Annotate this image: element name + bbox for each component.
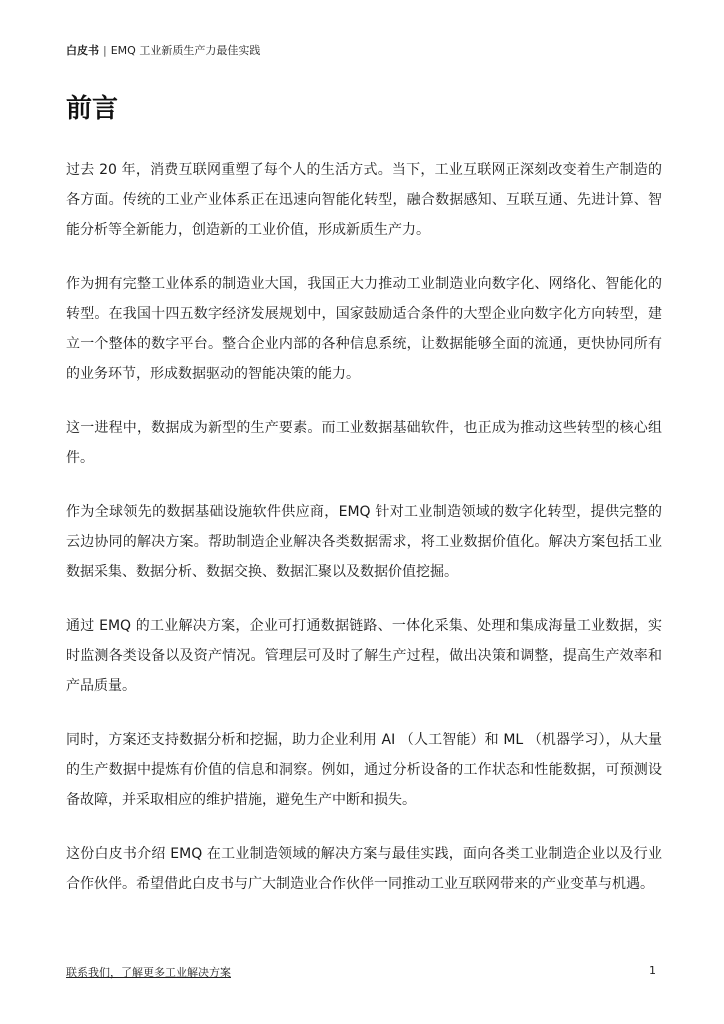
paragraph-5: 通过 EMQ 的工业解决方案，企业可打通数据链路、一体化采集、处理和集成海量工业数据，实时监测各类设备以及资产情况。管理层可及时了解生产过程，做出决策和调整，提高生产效率和产品质量。 [66, 618, 662, 694]
paragraph-4: 作为全球领先的数据基础设施软件供应商，EMQ 针对工业制造领域的数字化转型，提供完整的云边协同的解决方案。帮助制造企业解决各类数据需求，将工业数据价值化。解决方案包括工业数据采集、数据分析、数据交换、数据汇聚以及数据价值挖掘。 [66, 504, 662, 580]
paragraph-3: 这一进程中，数据成为新型的生产要素。而工业数据基础软件，也正成为推动这些转型的核心组件。 [66, 420, 662, 466]
doc-type-label: 白皮书 [66, 44, 99, 57]
page-title: 前言 [66, 94, 119, 124]
paragraph-1: 过去 20 年，消费互联网重塑了每个人的生活方式。当下，工业互联网正深刻改变着生产制造的各方面。传统的工业产业体系正在迅速向智能化转型，融合数据感知、互联互通、先进计算、智能分析等全新能力，创造新的工业价值，形成新质生产力。 [66, 162, 662, 238]
running-header [66, 44, 260, 58]
paragraph-2: 作为拥有完整工业体系的制造业大国，我国正大力推动工业制造业向数字化、网络化、智能化的转型。在我国十四五数字经济发展规划中，国家鼓励适合条件的大型企业向数字化方向转型，建立一个整体的数字平台。整合企业内部的各种信息系统，让数据能够全面的流通，更快协同所有的业务环节，形成数据驱动的智能决策的能力。 [66, 276, 662, 382]
page-number: 1 [649, 964, 656, 977]
document-title: EMQ 工业新质生产力最佳实践 [110, 44, 261, 57]
body-text [66, 155, 662, 923]
paragraph-6: 同时，方案还支持数据分析和挖掘，助力企业利用 AI （人工智能）和 ML （机器学习），从大量的生产数据中提炼有价值的信息和洞察。例如，通过分析设备的工作状态和性能数据，可预测设备故障，并采取相应的维护措施，避免生产中断和损失。 [66, 732, 662, 808]
contact-us-link[interactable]: 联系我们，了解更多工业解决方案 [66, 966, 231, 979]
header-separator: | [103, 44, 107, 57]
paragraph-7: 这份白皮书介绍 EMQ 在工业制造领域的解决方案与最佳实践，面向各类工业制造企业以及行业合作伙伴。希望借此白皮书与广大制造业合作伙伴一同推动工业互联网带来的产业变革与机遇。 [66, 846, 662, 892]
